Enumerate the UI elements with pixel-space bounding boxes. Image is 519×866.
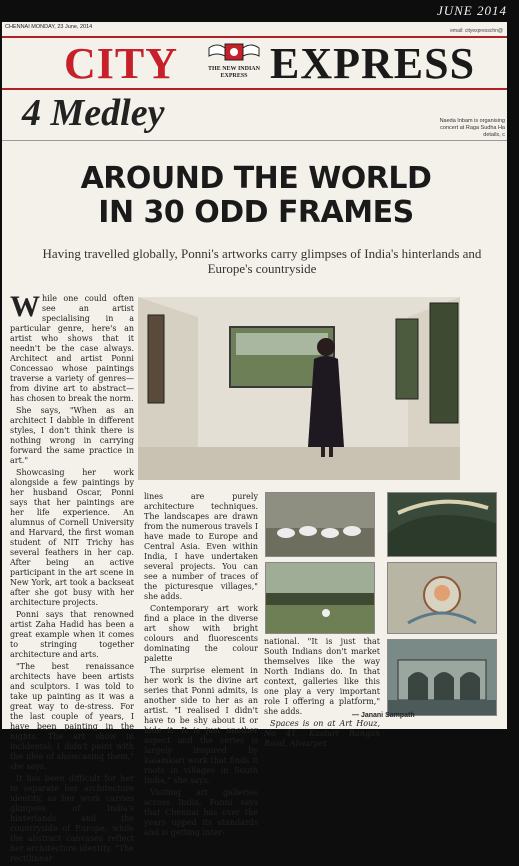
gallery-photo-image [138,297,460,480]
headline [16,162,496,230]
masthead-city: CITY [64,39,179,88]
byline: — Janani Sampath [352,712,415,719]
publisher-name: THE NEW INDIAN EXPRESS [208,66,260,79]
paragraph: hile one could often see an artist specialising in a particular genre, here's an artist who shows that it needn't be the case always. Architect and artist Ponni Concessao whose paintings traverse a variety of genres—from divine art to abstract—has chosen to break the norm. [10,294,134,403]
crest-icon [207,40,261,64]
headline-line: IN 30 ODD FRAMES [98,195,414,230]
masthead-rule-top [2,36,507,38]
paragraph: Contemporary art work find a place in the diverse art show with bright colours and fluorescents dominating the colour palette [144,604,258,663]
artwork-divine-image [388,563,496,633]
scan-top-bar [0,0,519,22]
artwork-swans-image [266,493,374,556]
paragraph: Showcasing her work alongside a few paintings by her husband Oscar, Ponni says that her paintings are her life experience. An alumnus of Cornell University and Harvard, the first woman student of NIT Trichy has several feathers in her cap. After being an active participant in the art scene in New York, art took a backseat after she got busy with her architecture projects. [10,468,134,607]
article-column-2 [144,492,258,840]
article-column-3 [264,637,380,751]
artwork-swans-photo [265,492,375,557]
artwork-divine-photo [387,562,497,634]
paragraph: The surprise element in her work is the divine art series that Ponni admits, is another side to her as an artist. "I realised I didn't have to be shy about it or hide it. It is just another aspect and the series is largely inspired by kalamkari work that finds it roots in villages in South India," she says. [144,666,258,785]
dropcap: W [10,290,40,323]
newspaper-page [2,22,507,863]
teaser-box [400,118,505,139]
teaser-line: Naeda Inbam is organising [439,118,505,124]
masthead-express: EXPRESS [270,39,476,88]
dateline: CHENNAI MONDAY, 23 June, 2014 [5,24,93,30]
artwork-abstract-image [388,493,496,556]
deck: Having travelled globally, Ponni's artworks carry glimpses of India's hinterlands and Europe's countryside [42,246,482,276]
artwork-landscape-image [266,563,374,633]
paragraph: "The best renaissance architects have been artists and sculptors. I was told to take up painting as it was a great way to de-stress. For the last couple of years, I have been painting in the nights. The art show in incidental; I didn't paint with the idea of showcasing them," she says. [10,662,134,771]
masthead-rule-bottom [2,88,507,90]
gallery-photo [138,297,460,480]
artwork-architecture-photo [387,639,497,716]
paragraph: lines are purely architecture techniques. The landscapes are drawn from the numerous travels I have made to Europe and Central Asia. Even within India, I have undertaken several projects. You can see a number of traces of the picturesque villages," she adds. [144,492,258,601]
month-label: JUNE 2014 [436,3,507,18]
artwork-architecture-image [388,640,496,715]
teaser-line: concert at Raga Sudha Ha [440,125,505,132]
venue-note: Spaces is on at Art Houz, No 41, Kasturi Rangan Road, Alwarpet [264,719,380,748]
artwork-abstract-photo [387,492,497,557]
paragraph: It has been difficult for her to separate her architecture identity, as her work carries glimpses of India's hinterlands and the countryside of Europe; while the abstract canvases reflect her architecture identity. "The rectilinear [10,774,134,863]
paragraph: Visiting art galleries across India, Ponni says that Chennai has over the years upped its standards and is getting inter- [144,788,258,837]
article-column-1 [10,290,134,866]
email-line: email: cityexpresschn@ [450,28,503,34]
headline-line: AROUND THE WORLD [80,161,432,196]
teaser-line: details, c [483,132,505,139]
paragraph: national. "It is just that South Indians don't market themselves like the way North Indians do. In that context, galleries like this one play a very important role I offering a platform," she adds. [264,637,380,716]
paragraph: Ponni says that renowned artist Zaha Hadid has been a great example when it comes to stringing together architecture and arts. [10,610,134,659]
section-title: 4 Medley [22,92,165,134]
paragraph: She says, "When as an architect I dabble in different styles, I don't think there is nothing wrong in carrying forward the same practice in art." [10,406,134,465]
section-rule [2,140,507,141]
artwork-landscape-photo [265,562,375,634]
